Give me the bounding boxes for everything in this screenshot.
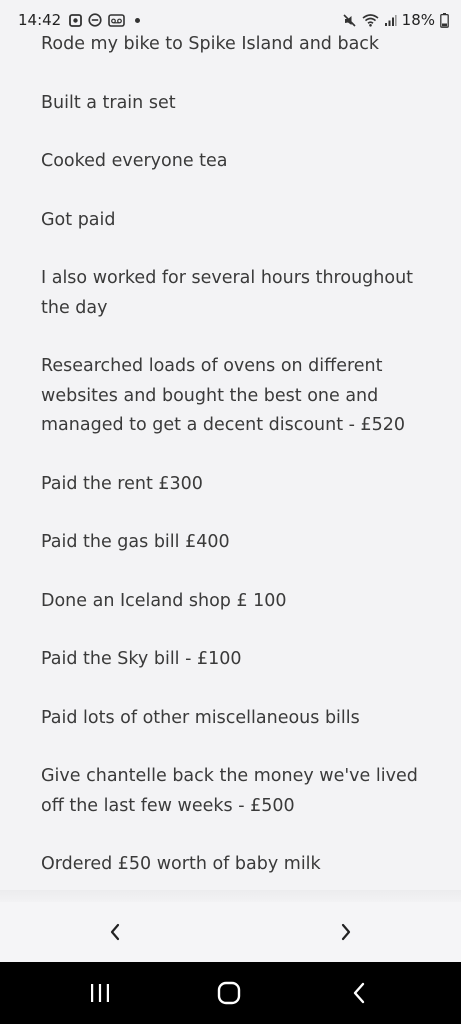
gallery-icon bbox=[69, 14, 82, 27]
note-line: Ordered £50 worth of baby milk bbox=[41, 854, 321, 874]
do-not-disturb-icon bbox=[88, 13, 102, 27]
back-button[interactable] bbox=[343, 978, 375, 1008]
back-icon bbox=[351, 982, 367, 1004]
status-bar bbox=[0, 0, 461, 40]
note-content[interactable] bbox=[0, 30, 461, 896]
app-bottom-nav bbox=[0, 902, 461, 962]
home-button[interactable] bbox=[213, 978, 245, 1008]
previous-button[interactable] bbox=[100, 917, 130, 947]
note-line: Paid the gas bill £400 bbox=[41, 532, 230, 552]
note-line: Paid lots of other miscellaneous bills bbox=[41, 707, 360, 728]
note-line: Paid the rent £300 bbox=[41, 473, 203, 494]
note-line: Give chantelle back the money we've lived off the last few weeks - £500 bbox=[41, 766, 418, 816]
signal-icon bbox=[384, 14, 397, 27]
mute-icon bbox=[342, 13, 357, 28]
note-line: Built a train set bbox=[41, 92, 176, 113]
battery-percentage: 18% bbox=[401, 11, 435, 29]
note-line: Rode my bike to Spike Island and back bbox=[41, 34, 380, 54]
note-list bbox=[0, 30, 461, 880]
home-icon bbox=[216, 980, 242, 1006]
battery-icon bbox=[440, 13, 449, 28]
next-button[interactable] bbox=[331, 917, 361, 947]
note-line: Done an Iceland shop £ 100 bbox=[41, 590, 287, 611]
status-time: 14:42 bbox=[18, 11, 62, 29]
recents-button[interactable] bbox=[84, 978, 116, 1008]
system-nav-bar bbox=[0, 962, 461, 1024]
status-left bbox=[18, 11, 140, 29]
note-line: Got paid bbox=[41, 209, 116, 230]
note-line: I also worked for several hours throughout the day bbox=[41, 268, 414, 318]
notification-dot-icon bbox=[135, 18, 140, 23]
wifi-icon bbox=[362, 13, 379, 27]
note-line: Researched loads of ovens on different websites and bought the best one and managed to get a decent discount - £520 bbox=[41, 356, 406, 435]
voicemail-icon bbox=[108, 14, 125, 27]
note-line: Cooked everyone tea bbox=[41, 151, 228, 171]
note-line: Paid the Sky bill - £100 bbox=[41, 649, 242, 669]
recents-icon bbox=[88, 982, 112, 1004]
chevron-left-icon bbox=[108, 922, 122, 942]
chevron-right-icon bbox=[339, 922, 353, 942]
status-right bbox=[342, 11, 449, 29]
